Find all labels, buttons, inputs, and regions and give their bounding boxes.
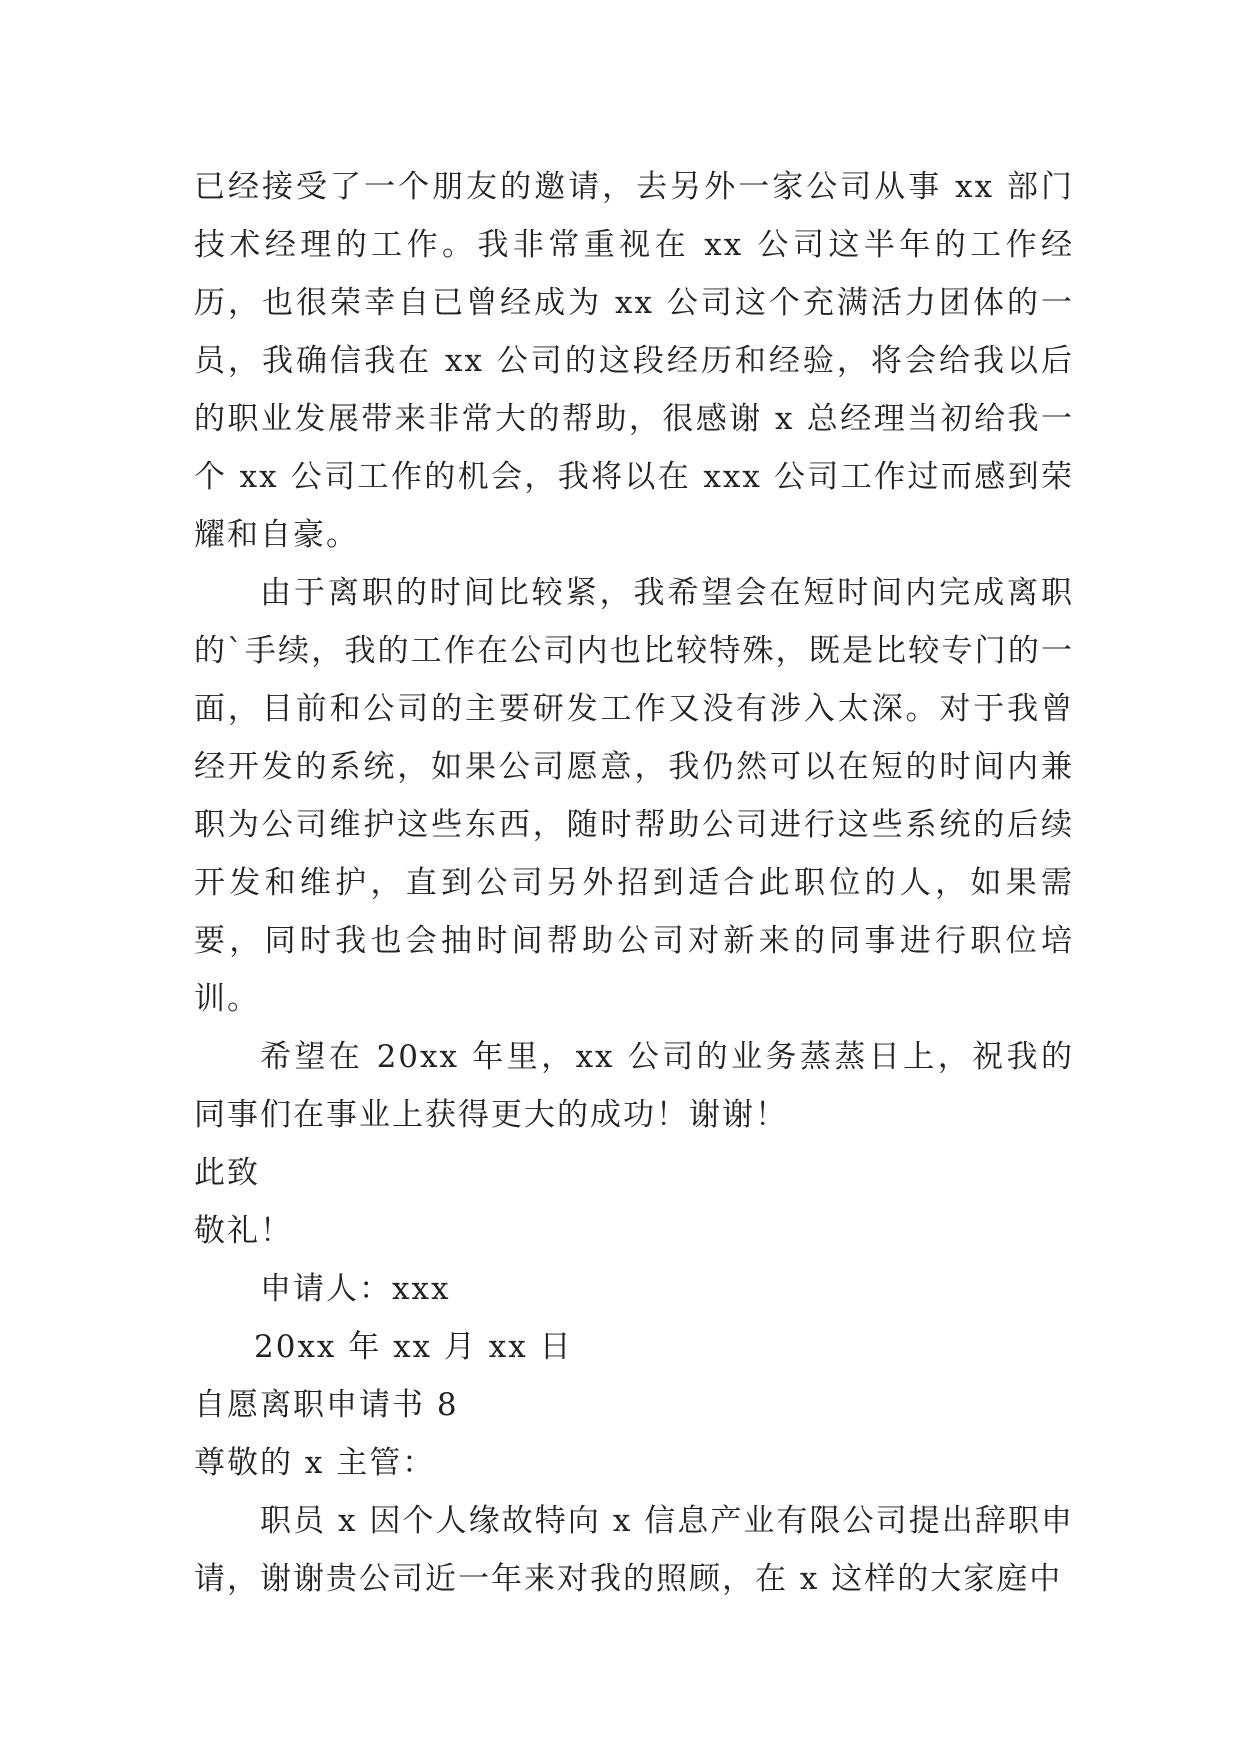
document-body	[194, 158, 1074, 1608]
section-title: 自愿离职申请书 8	[194, 1387, 459, 1423]
paragraph-continuation: 已经接受了一个朋友的邀请，去另外一家公司从事 xx 部门技术经理的工作。我非常重视在 xx 公司这半年的工作经历，也很荣幸自已曾经成为 xx 公司这个充满活力团体的一员，我确信我在 xx 公司的这段经历和经验，将会给我以后的职业发展带来非常大的帮助，很感谢 x 总经理当初给我一个 xx 公司工作的机会，我将以在 xxx 公司工作过而感到荣耀和自豪。	[194, 169, 1074, 553]
signature-date: 20xx 年 xx 月 xx 日	[254, 1329, 573, 1365]
paragraph-resignation-intro: 职员 x 因个人缘故特向 x 信息产业有限公司提出辞职申请，谢谢贵公司近一年来对我的照顾，在 x 这样的大家庭中	[194, 1503, 1074, 1597]
paragraph-wishes: 希望在 20xx 年里，xx 公司的业务蒸蒸日上，祝我的同事们在事业上获得更大的成功！谢谢！	[194, 1039, 1074, 1133]
applicant-signature: 申请人：xxx	[260, 1271, 451, 1307]
paragraph-handover: 由于离职的时间比较紧，我希望会在短时间内完成离职的`手续，我的工作在公司内也比较特殊，既是比较专门的一面，目前和公司的主要研发工作又没有涉入太深。对于我曾经开发的系统，如果公司愿意，我仍然可以在短的时间内兼职为公司维护这些东西，随时帮助公司进行这些系统的后续开发和维护，直到公司另外招到适合此职位的人，如果需要，同时我也会抽时间帮助公司对新来的同事进行职位培训。	[194, 575, 1074, 1017]
salutation: 尊敬的 x 主管：	[194, 1445, 436, 1481]
closing-jingli: 敬礼！	[194, 1213, 293, 1249]
closing-cizhi: 此致	[194, 1155, 260, 1191]
